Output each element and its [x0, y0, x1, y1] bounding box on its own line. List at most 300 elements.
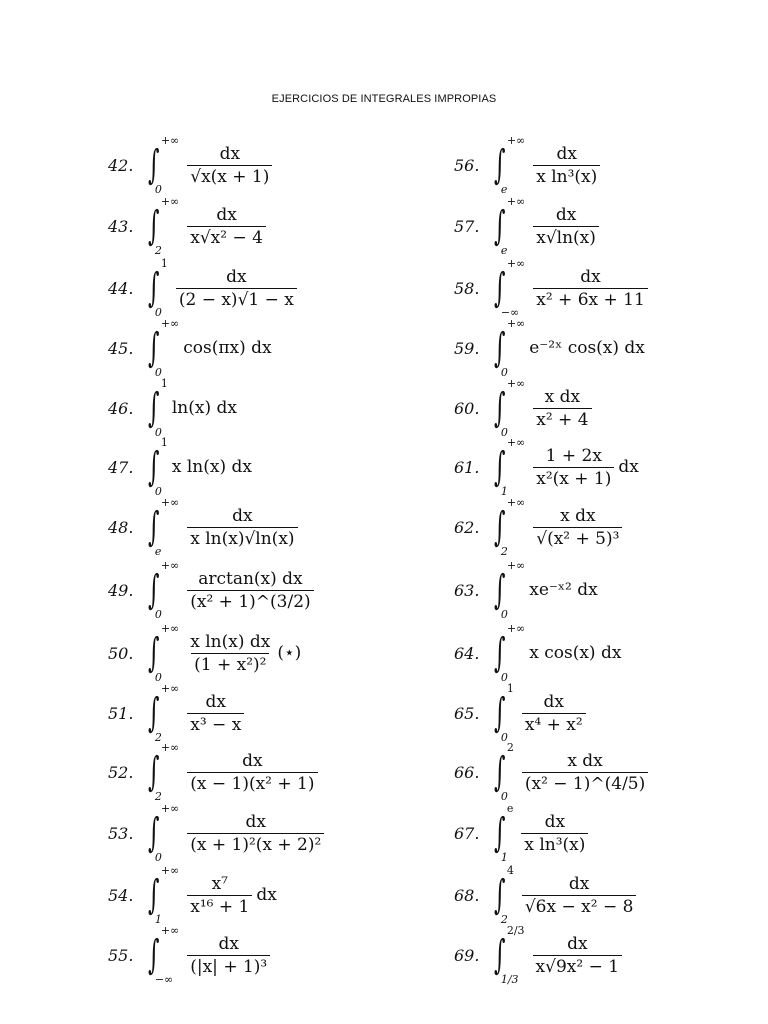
integral	[494, 436, 529, 498]
denominator: (x − 1)(x² + 1)	[187, 772, 317, 794]
numerator: dx	[544, 811, 566, 832]
integral-sign: ∫	[494, 325, 506, 371]
integral-limits	[500, 682, 514, 744]
integrand	[518, 751, 652, 794]
integral-limits	[154, 134, 180, 196]
upper-limit: +∞	[506, 257, 526, 270]
lower-limit: e	[500, 244, 508, 257]
integral-limits	[500, 134, 526, 196]
lower-limit: 1	[500, 485, 508, 498]
upper-limit: +∞	[160, 682, 180, 695]
integral	[148, 317, 183, 379]
integral-limits	[500, 741, 514, 803]
lower-limit: −∞	[500, 306, 520, 319]
numerator: arctan(x) dx	[198, 568, 303, 589]
integral-limits	[500, 257, 526, 319]
exercise-item	[454, 257, 652, 319]
integral-sign: ∫	[148, 265, 160, 311]
lower-limit: 2	[500, 545, 508, 558]
integrand	[529, 387, 595, 430]
numerator: dx	[567, 933, 588, 954]
exercise-number: 47.	[108, 457, 134, 477]
lower-limit: 0	[154, 608, 162, 621]
upper-limit: +∞	[160, 134, 180, 147]
integral	[148, 134, 183, 196]
upper-limit: 1	[160, 377, 168, 390]
exercise-item	[108, 134, 276, 196]
exercise-item	[108, 622, 302, 684]
exercise-number: 46.	[108, 398, 134, 418]
lower-limit: 0	[154, 851, 162, 864]
numerator: dx	[219, 143, 241, 164]
exercise-number: 56.	[454, 155, 480, 175]
exercise-item	[108, 682, 248, 744]
upper-limit: +∞	[506, 134, 526, 147]
exercise-item	[108, 377, 237, 439]
lower-limit: 2	[154, 731, 162, 744]
denominator: x ln(x)√ln(x)	[187, 527, 297, 549]
integrand-text: xe⁻ˣ² dx	[529, 580, 598, 600]
integral-sign: ∫	[494, 810, 506, 856]
integral-sign: ∫	[494, 385, 506, 431]
integral-sign: ∫	[494, 749, 506, 795]
exercise-item	[108, 496, 302, 558]
exercise-number: 67.	[454, 823, 480, 843]
integrand	[518, 692, 590, 735]
upper-limit: +∞	[506, 377, 526, 390]
integral	[494, 134, 529, 196]
upper-limit: +∞	[160, 924, 180, 937]
exercise-number: 44.	[108, 278, 134, 298]
integral-limits	[500, 924, 525, 986]
lower-limit: 1	[500, 851, 508, 864]
numerator: dx	[556, 143, 577, 164]
upper-limit: +∞	[506, 622, 526, 635]
exercise-item	[108, 802, 328, 864]
lower-limit: e	[500, 183, 508, 196]
fraction	[522, 751, 648, 794]
integrand-text: x ln(x) dx	[171, 457, 252, 477]
integral	[494, 924, 529, 986]
exercise-item	[454, 134, 604, 196]
upper-limit: +∞	[160, 317, 180, 330]
fraction	[187, 205, 266, 248]
exercise-item	[454, 682, 590, 744]
denominator: x⁴ + x²	[522, 713, 586, 735]
exercise-number: 55.	[108, 945, 134, 965]
exercise-item	[454, 317, 645, 379]
integral-sign: ∫	[148, 504, 160, 550]
exercise-number: 53.	[108, 823, 134, 843]
exercise-item	[454, 436, 639, 498]
denominator: x³ − x	[187, 713, 244, 735]
integrand-text: e⁻²ˣ cos(x) dx	[529, 338, 645, 358]
denominator: x√x² − 4	[187, 226, 266, 248]
integral-limits	[500, 496, 526, 558]
denominator: x² + 6x + 11	[533, 288, 648, 310]
exercise-item	[108, 195, 270, 257]
fraction	[187, 692, 244, 735]
numerator: dx	[568, 873, 590, 894]
upper-limit: +∞	[160, 622, 180, 635]
integrand	[183, 874, 277, 917]
fraction	[187, 751, 317, 794]
exercise-item	[108, 436, 252, 498]
upper-limit: 1	[160, 436, 168, 449]
denominator: x¹⁶ + 1	[187, 895, 252, 917]
integral-limits	[500, 195, 526, 257]
upper-limit: e	[506, 802, 514, 815]
integral-sign: ∫	[494, 265, 506, 311]
denominator: (|x| + 1)³	[187, 955, 270, 977]
numerator: x dx	[560, 505, 596, 526]
exercise-item	[454, 496, 626, 558]
integrand	[529, 205, 603, 248]
numerator: dx	[205, 691, 226, 712]
integral	[494, 622, 529, 684]
integrand-text: cos(πx) dx	[183, 338, 272, 358]
fraction	[522, 692, 586, 735]
exercise-number: 68.	[454, 885, 480, 905]
integrand	[517, 812, 592, 855]
integral-limits	[154, 559, 180, 621]
integrand	[518, 874, 641, 917]
integral-sign: ∫	[148, 203, 160, 249]
denominator: (2 − x)√1 − x	[176, 288, 297, 310]
integral-limits	[154, 317, 180, 379]
numerator: x⁷	[211, 873, 228, 894]
upper-limit: 2	[506, 741, 514, 754]
integral-sign: ∫	[494, 872, 506, 918]
integral	[148, 682, 183, 744]
lower-limit: 0	[154, 671, 162, 684]
integral-sign: ∫	[148, 810, 160, 856]
integral-sign: ∫	[494, 630, 506, 676]
exercise-item	[454, 622, 622, 684]
exercise-item	[108, 924, 274, 986]
integral-sign: ∫	[148, 325, 160, 371]
fraction	[187, 569, 313, 612]
integral-limits	[154, 195, 180, 257]
fraction	[533, 205, 599, 248]
integrand	[529, 267, 652, 310]
integral-limits	[500, 802, 514, 864]
exercise-number: 42.	[108, 155, 134, 175]
upper-limit: +∞	[160, 195, 180, 208]
exercise-number: 59.	[454, 338, 480, 358]
upper-limit: +∞	[506, 496, 526, 509]
denominator: x√ln(x)	[533, 226, 599, 248]
exercise-item	[454, 802, 592, 864]
numerator: dx	[242, 750, 263, 771]
integral-limits	[154, 622, 180, 684]
integrand-text: dx	[618, 457, 639, 477]
integral-limits	[154, 924, 180, 986]
fraction	[533, 144, 600, 187]
integral-sign: ∫	[494, 444, 506, 490]
fraction	[187, 874, 252, 917]
denominator: (x² − 1)^(4/5)	[522, 772, 648, 794]
numerator: dx	[543, 691, 565, 712]
integral	[494, 682, 518, 744]
upper-limit: +∞	[506, 559, 526, 572]
lower-limit: 0	[154, 306, 162, 319]
fraction	[187, 632, 273, 675]
fraction	[533, 506, 622, 549]
integral-limits	[154, 496, 180, 558]
lower-limit: 0	[500, 731, 508, 744]
integral	[148, 559, 183, 621]
integrand	[529, 446, 639, 489]
exercise-item	[454, 559, 598, 621]
integral	[148, 195, 183, 257]
denominator: √x(x + 1)	[187, 165, 272, 187]
numerator: x dx	[567, 750, 603, 771]
fraction	[533, 446, 614, 489]
integral	[148, 496, 183, 558]
lower-limit: 0	[500, 671, 508, 684]
exercise-item	[108, 317, 272, 379]
integrand	[172, 398, 237, 418]
integral-limits	[154, 864, 180, 926]
numerator: x dx	[544, 386, 581, 407]
lower-limit: 0	[154, 485, 162, 498]
integral-sign: ∫	[148, 690, 160, 736]
integral	[148, 257, 172, 319]
denominator: x²(x + 1)	[533, 467, 614, 489]
upper-limit: +∞	[160, 496, 180, 509]
exercise-item	[108, 257, 301, 319]
fraction	[521, 812, 588, 855]
upper-limit: +∞	[506, 195, 526, 208]
exercise-number: 51.	[108, 703, 134, 723]
numerator: dx	[226, 266, 247, 287]
upper-limit: +∞	[160, 802, 180, 815]
integral-limits	[154, 741, 180, 803]
upper-limit: 4	[506, 864, 514, 877]
integrand	[183, 632, 301, 675]
numerator: dx	[555, 204, 577, 225]
integral-sign: ∫	[148, 749, 160, 795]
denominator: x² + 4	[533, 408, 591, 430]
fraction	[533, 267, 648, 310]
lower-limit: 2	[154, 790, 162, 803]
integral	[148, 377, 172, 439]
integrand	[183, 569, 317, 612]
exercise-number: 66.	[454, 762, 480, 782]
integral	[494, 559, 529, 621]
numerator: dx	[216, 204, 237, 225]
integral-sign: ∫	[494, 690, 506, 736]
lower-limit: 1	[154, 913, 162, 926]
lower-limit: 2	[500, 913, 508, 926]
upper-limit: 1	[506, 682, 514, 695]
denominator: x√9x² − 1	[533, 955, 623, 977]
denominator: (x² + 1)^(3/2)	[187, 590, 313, 612]
exercise-number: 60.	[454, 398, 480, 418]
lower-limit: 1/3	[500, 973, 519, 986]
integral-limits	[500, 864, 514, 926]
integrand	[183, 812, 328, 855]
upper-limit: +∞	[506, 436, 526, 449]
integral	[494, 377, 529, 439]
integral-limits	[500, 436, 526, 498]
lower-limit: 0	[154, 426, 162, 439]
integrand	[183, 692, 248, 735]
denominator: √(x² + 5)³	[533, 527, 622, 549]
numerator: x ln(x) dx	[190, 631, 271, 652]
numerator: dx	[218, 933, 239, 954]
fraction	[176, 267, 297, 310]
exercise-number: 54.	[108, 885, 134, 905]
integral-limits	[500, 559, 526, 621]
integral	[494, 195, 529, 257]
integrand	[172, 457, 252, 477]
upper-limit: 2/3	[506, 924, 525, 937]
integral-limits	[154, 682, 180, 744]
fraction	[522, 874, 637, 917]
integral	[494, 802, 517, 864]
integral-limits	[154, 377, 168, 439]
integrand-text: x cos(x) dx	[529, 643, 622, 663]
integral-sign: ∫	[148, 932, 160, 978]
integral	[148, 924, 183, 986]
integral	[494, 741, 518, 803]
integrand	[183, 934, 274, 977]
denominator: x ln³(x)	[521, 833, 588, 855]
denominator: x ln³(x)	[533, 165, 600, 187]
integrand	[529, 580, 598, 600]
integral-limits	[500, 377, 526, 439]
integral	[148, 622, 183, 684]
lower-limit: 0	[500, 366, 508, 379]
integrand	[183, 205, 270, 248]
integral	[494, 257, 529, 319]
integral-sign: ∫	[494, 567, 506, 613]
integral	[148, 864, 183, 926]
integral-limits	[500, 317, 526, 379]
integrand	[183, 338, 271, 358]
numerator: 1 + 2x	[545, 445, 602, 466]
integral	[494, 864, 518, 926]
upper-limit: +∞	[160, 741, 180, 754]
lower-limit: e	[154, 545, 162, 558]
fraction	[187, 506, 297, 549]
integral	[494, 317, 529, 379]
lower-limit: 0	[500, 426, 508, 439]
integral	[148, 741, 183, 803]
integrand	[183, 506, 301, 549]
integral-sign: ∫	[148, 385, 160, 431]
fraction	[187, 812, 324, 855]
exercise-number: 69.	[454, 945, 480, 965]
fraction	[533, 934, 623, 977]
exercise-number: 57.	[454, 216, 480, 236]
integrand-text: ln(x) dx	[171, 398, 237, 418]
exercise-number: 64.	[454, 643, 480, 663]
exercise-item	[108, 864, 277, 926]
denominator: (x + 1)²(x + 2)²	[187, 833, 324, 855]
integral-limits	[500, 622, 526, 684]
page-title: EJERCICIOS DE INTEGRALES IMPROPIAS	[271, 93, 497, 105]
exercise-item	[454, 864, 640, 926]
exercise-number: 63.	[454, 580, 480, 600]
denominator: √6x − x² − 8	[522, 895, 637, 917]
lower-limit: 0	[154, 183, 162, 196]
integrand	[529, 338, 645, 358]
exercise-number: 65.	[454, 703, 480, 723]
integrand-text: (⋆)	[277, 643, 302, 663]
integral-sign: ∫	[148, 142, 160, 188]
integral-sign: ∫	[148, 872, 160, 918]
upper-limit: +∞	[160, 864, 180, 877]
exercise-number: 43.	[108, 216, 134, 236]
numerator: dx	[245, 811, 267, 832]
integrand	[183, 751, 321, 794]
integrand	[529, 643, 621, 663]
lower-limit: 2	[154, 244, 162, 257]
numerator: dx	[232, 505, 253, 526]
exercise-number: 58.	[454, 278, 480, 298]
integral	[494, 496, 529, 558]
upper-limit: 1	[160, 257, 168, 270]
lower-limit: 0	[500, 790, 508, 803]
exercise-item	[108, 741, 322, 803]
integral-sign: ∫	[148, 567, 160, 613]
exercise-number: 52.	[108, 762, 134, 782]
fraction	[187, 144, 272, 187]
integrand	[183, 144, 276, 187]
lower-limit: −∞	[154, 973, 174, 986]
integral-sign: ∫	[494, 142, 506, 188]
lower-limit: 0	[154, 366, 162, 379]
integral-limits	[154, 436, 168, 498]
integral-sign: ∫	[494, 932, 506, 978]
exercise-item	[454, 741, 652, 803]
integrand	[172, 267, 301, 310]
fraction	[187, 934, 270, 977]
exercise-number: 48.	[108, 517, 134, 537]
exercise-number: 62.	[454, 517, 480, 537]
denominator: (1 + x²)²	[191, 653, 269, 675]
integral-sign: ∫	[148, 630, 160, 676]
exercise-item	[108, 559, 318, 621]
upper-limit: +∞	[506, 317, 526, 330]
exercise-item	[454, 924, 626, 986]
integrand	[529, 506, 626, 549]
exercise-item	[454, 377, 596, 439]
exercise-number: 45.	[108, 338, 134, 358]
upper-limit: +∞	[160, 559, 180, 572]
exercise-number: 49.	[108, 580, 134, 600]
integral-sign: ∫	[494, 203, 506, 249]
exercise-number: 50.	[108, 643, 134, 663]
integrand	[529, 934, 627, 977]
integral-sign: ∫	[148, 444, 160, 490]
fraction	[533, 387, 591, 430]
exercise-item	[454, 195, 603, 257]
integral	[148, 802, 183, 864]
integrand	[529, 144, 604, 187]
integral	[148, 436, 172, 498]
integral-sign: ∫	[494, 504, 506, 550]
integral-limits	[154, 802, 180, 864]
lower-limit: 0	[500, 608, 508, 621]
numerator: dx	[580, 266, 601, 287]
integral-limits	[154, 257, 168, 319]
exercise-number: 61.	[454, 457, 480, 477]
integrand-text: dx	[256, 885, 277, 905]
